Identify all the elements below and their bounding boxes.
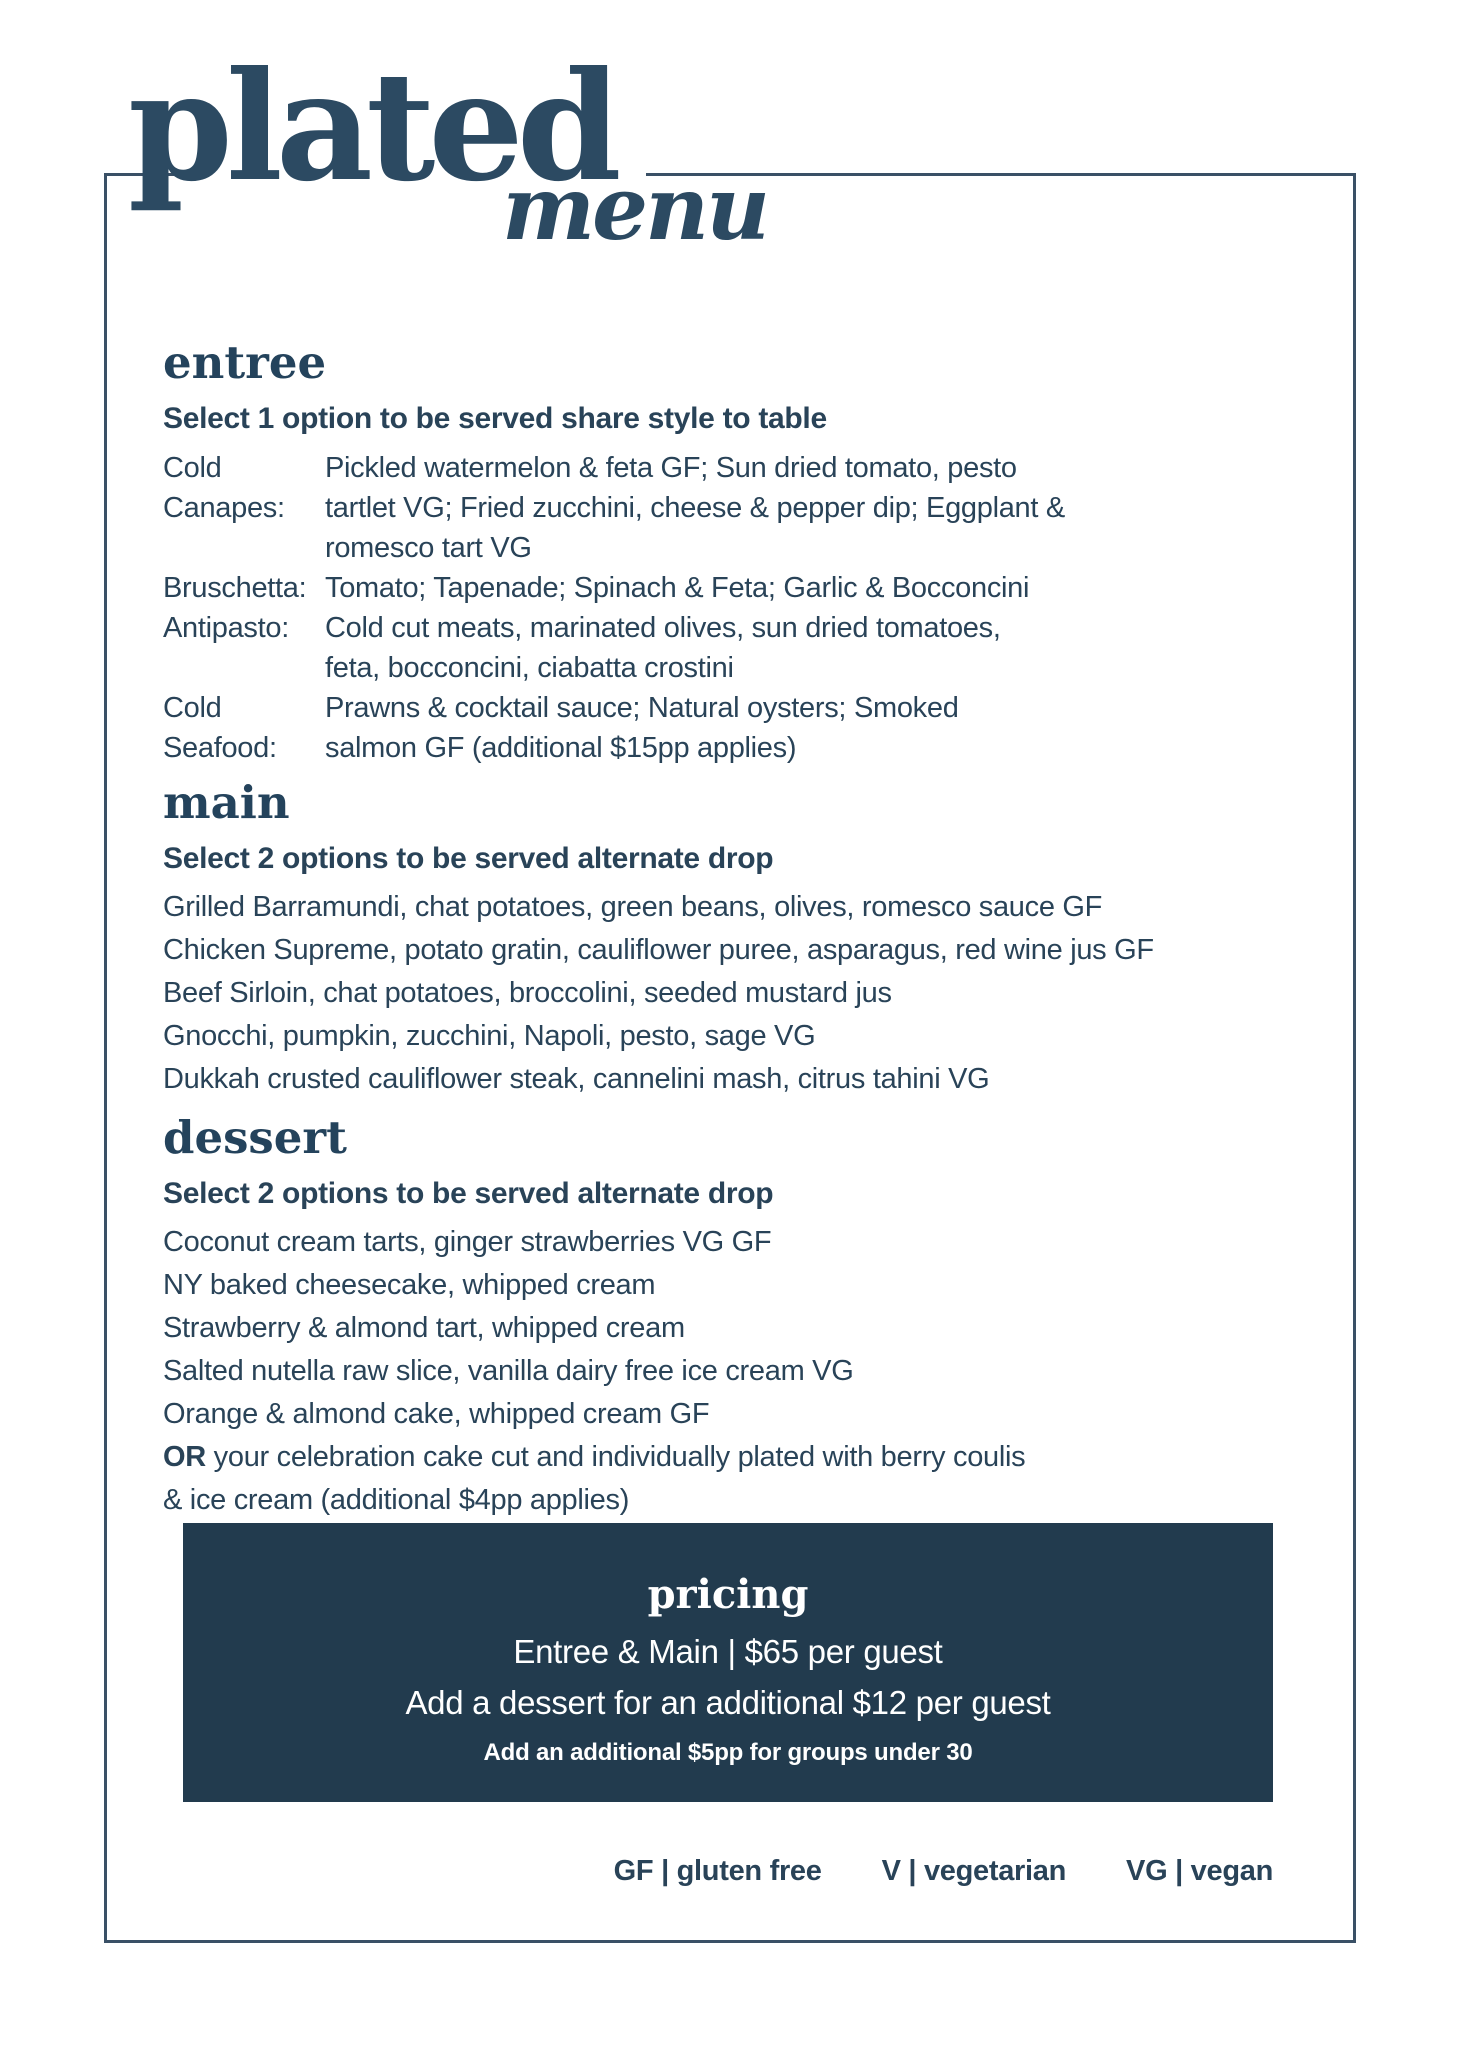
pricing-heading: pricing: [647, 1571, 809, 1618]
pricing-entree-main: Entree & Main | $65 per guest: [513, 1633, 943, 1670]
dietary-legend: [614, 1855, 1273, 1888]
desc-line: romesco tart VG: [325, 531, 532, 564]
list-item: Dukkah crusted cauliflower steak, cannelini mash, citrus tahini VG: [163, 1062, 990, 1095]
row-label: Cold Canapes:: [163, 451, 285, 524]
row-label: Antipasto:: [163, 611, 289, 644]
list-item: Coconut cream tarts, ginger strawberries VG GF: [163, 1225, 772, 1258]
desc-line: Cold cut meats, marinated olives, sun dried tomatoes,: [325, 611, 1001, 644]
row-description: [325, 568, 1029, 608]
pricing-small-group-note: Add an additional $5pp for groups under 30: [483, 1739, 973, 1766]
table-row: [163, 568, 1323, 608]
table-row: [163, 688, 1323, 768]
or-prefix: OR: [163, 1440, 206, 1473]
list-item: Chicken Supreme, potato gratin, cauliflower puree, asparagus, red wine jus GF: [163, 933, 1154, 966]
row-description: [325, 688, 959, 768]
pricing-box: [183, 1523, 1273, 1802]
section-main: [163, 778, 1323, 1101]
list-item: Strawberry & almond tart, whipped cream: [163, 1311, 685, 1344]
page-title-word: plated: [128, 39, 615, 215]
row-label: Cold Seafood:: [163, 691, 277, 764]
or-text: your celebration cake cut and individually plated with berry coulis: [205, 1440, 1026, 1473]
entree-subtitle: Select 1 option to be served share style to table: [163, 401, 827, 435]
entree-heading: entree: [163, 336, 327, 389]
list-item: Grilled Barramundi, chat potatoes, green beans, olives, romesco sauce GF: [163, 890, 1103, 923]
desc-line: Prawns & cocktail sauce; Natural oysters; Smoked: [325, 691, 959, 724]
desc-line: salmon GF (additional $15pp applies): [325, 731, 797, 764]
desc-line: tartlet VG; Fried zucchini, cheese & pepper dip; Eggplant &: [325, 491, 1065, 524]
entree-rows: [163, 448, 1323, 768]
pricing-dessert-addon: Add a dessert for an additional $12 per guest: [405, 1684, 1051, 1721]
list-item-or-option: [163, 1436, 1323, 1479]
list-item: NY baked cheesecake, whipped cream: [163, 1268, 656, 1301]
row-label: Bruschetta:: [163, 571, 307, 604]
legend-vegan: VG | vegan: [1126, 1855, 1273, 1887]
legend-gluten-free: GF | gluten free: [613, 1855, 822, 1887]
table-row: [163, 608, 1323, 688]
dessert-heading: dessert: [163, 1111, 347, 1164]
dessert-subtitle: Select 2 options to be served alternate drop: [163, 1176, 774, 1210]
section-dessert: [163, 1113, 1323, 1522]
list-item: Salted nutella raw slice, vanilla dairy free ice cream VG: [163, 1354, 854, 1387]
desc-line: feta, bocconcini, ciabatta crostini: [325, 651, 734, 684]
list-item: Gnocchi, pumpkin, zucchini, Napoli, pesto, sage VG: [163, 1019, 816, 1052]
main-heading: main: [163, 776, 290, 829]
main-subtitle: Select 2 options to be served alternate drop: [163, 841, 774, 875]
legend-vegetarian: V | vegetarian: [881, 1855, 1067, 1887]
list-item: Orange & almond cake, whipped cream GF: [163, 1397, 710, 1430]
main-items: [163, 886, 1323, 1101]
desc-line: Tomato; Tapenade; Spinach & Feta; Garlic & Bocconcini: [325, 571, 1030, 604]
dessert-items: [163, 1221, 1323, 1522]
row-description: [325, 608, 1001, 688]
desc-line: Pickled watermelon & feta GF; Sun dried tomato, pesto: [325, 451, 1017, 484]
page-title-script: menu: [502, 156, 768, 260]
row-description: [325, 448, 1065, 568]
table-row: [163, 448, 1323, 568]
section-entree: [163, 338, 1323, 768]
list-item: Beef Sirloin, chat potatoes, broccolini, seeded mustard jus: [163, 976, 892, 1009]
list-item-or-option-continued: & ice cream (additional $4pp applies): [163, 1483, 630, 1516]
